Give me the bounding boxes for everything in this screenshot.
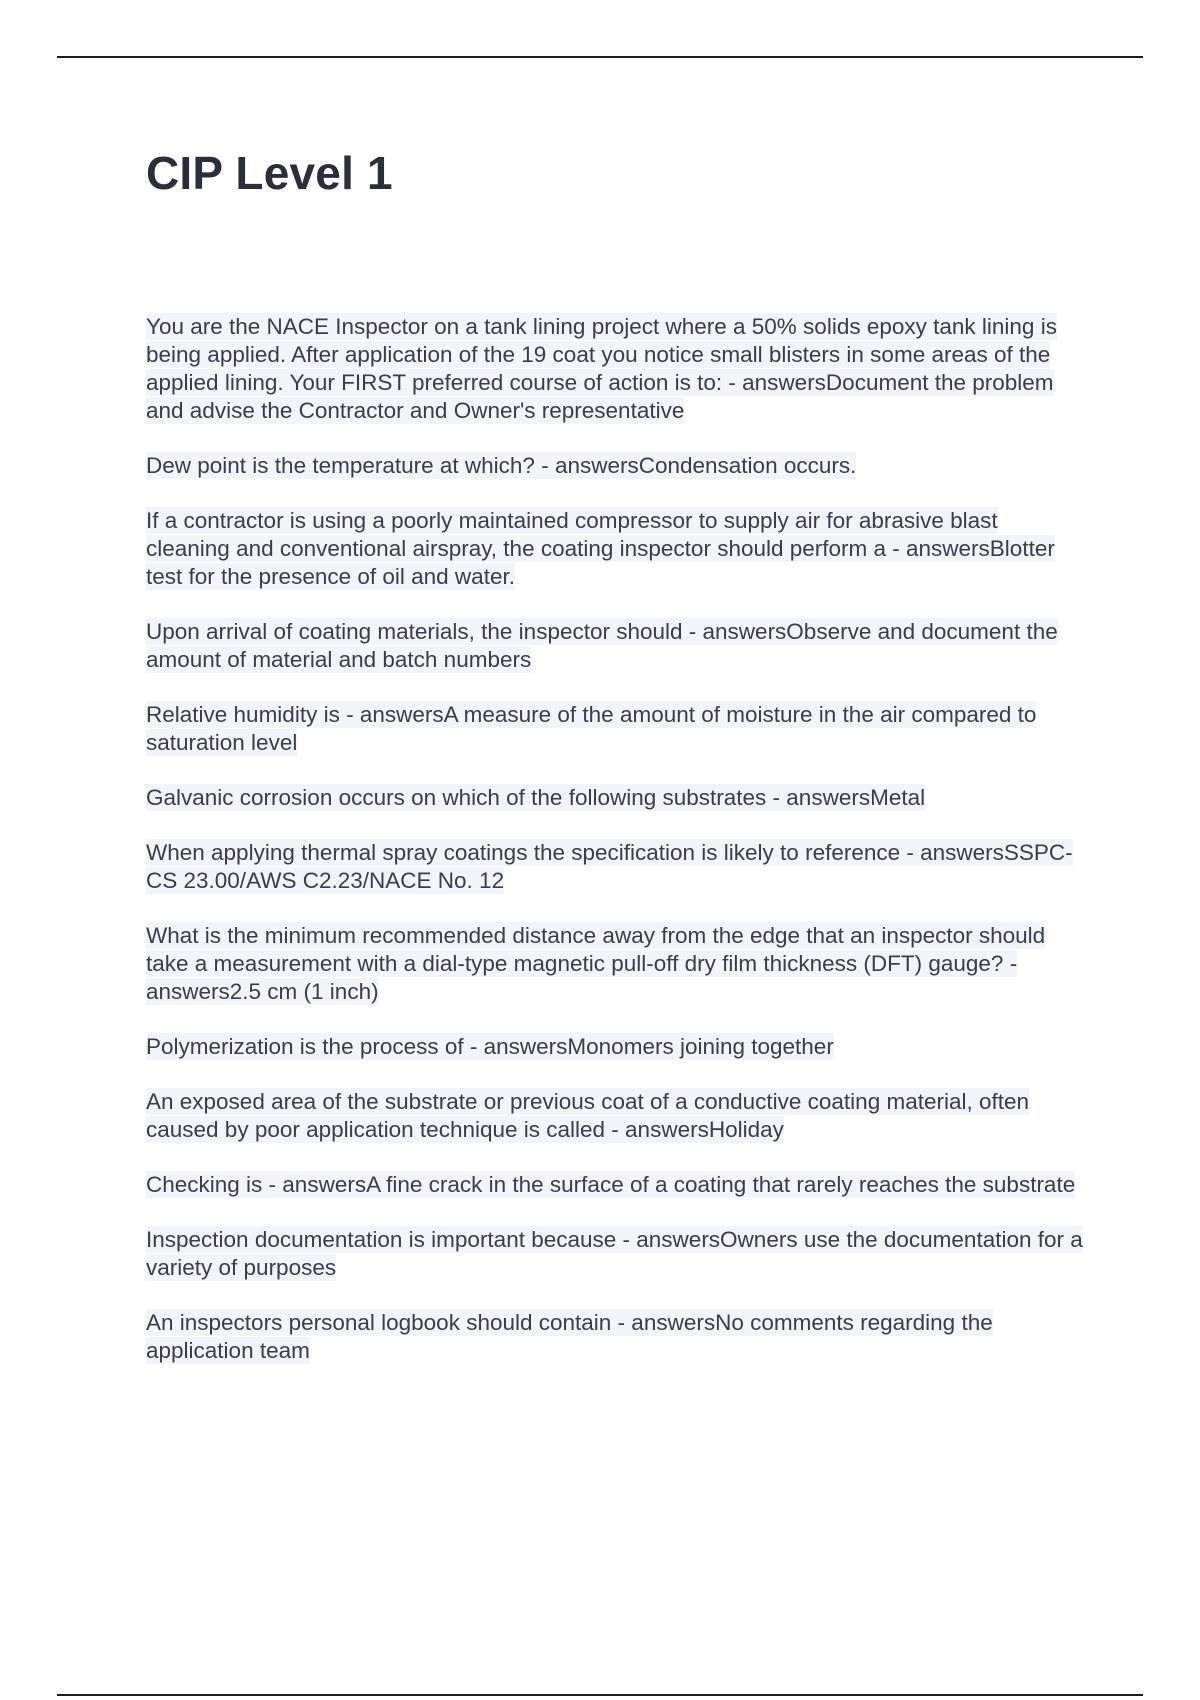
footer-rule: [57, 1694, 1143, 1696]
qa-item: [146, 1033, 1086, 1061]
qa-item: [146, 1309, 1086, 1365]
qa-text: Dew point is the temperature at which? - answersCondensation occurs.: [146, 453, 857, 478]
qa-text: An inspectors personal logbook should contain - answersNo comments regarding the application team: [146, 1310, 993, 1363]
qa-text: Relative humidity is - answersA measure of the amount of moisture in the air compared to saturation level: [146, 702, 1037, 755]
qa-item: [146, 452, 1086, 480]
qa-item: [146, 784, 1086, 812]
qa-item: [146, 313, 1086, 425]
qa-item: [146, 701, 1086, 757]
qa-item: [146, 839, 1086, 895]
qa-item: [146, 922, 1086, 1006]
qa-item: [146, 618, 1086, 674]
qa-text: Polymerization is the process of - answersMonomers joining together: [146, 1034, 834, 1059]
question-answer-list: [146, 313, 1086, 1392]
qa-item: [146, 1226, 1086, 1282]
qa-text: Checking is - answersA fine crack in the surface of a coating that rarely reaches the substrate: [146, 1172, 1076, 1197]
qa-item: [146, 1171, 1086, 1199]
qa-text: Galvanic corrosion occurs on which of the following substrates - answersMetal: [146, 785, 926, 810]
qa-item: [146, 507, 1086, 591]
qa-text: You are the NACE Inspector on a tank lining project where a 50% solids epoxy tank lining is being applied. After application of the 19 coat you notice small blisters in some areas of the applied lining. Your FIRST preferred course of action is to: - answersDocument the problem and advise the Contractor and Owner's representative: [146, 314, 1057, 423]
qa-item: [146, 1088, 1086, 1144]
qa-text: When applying thermal spray coatings the specification is likely to reference - answersSSPC-CS 23.00/AWS C2.23/NACE No. 12: [146, 840, 1073, 893]
header-rule: [57, 56, 1143, 58]
qa-text: An exposed area of the substrate or previous coat of a conductive coating material, often caused by poor application technique is called - answersHoliday: [146, 1089, 1030, 1142]
qa-text: Upon arrival of coating materials, the inspector should - answersObserve and document the amount of material and batch numbers: [146, 619, 1058, 672]
qa-text: Inspection documentation is important because - answersOwners use the documentation for a variety of purposes: [146, 1227, 1083, 1280]
qa-text: What is the minimum recommended distance away from the edge that an inspector should take a measurement with a dial-type magnetic pull-off dry film thickness (DFT) gauge? - answers2.5 cm (1 inch): [146, 923, 1046, 1004]
qa-text: If a contractor is using a poorly maintained compressor to supply air for abrasive blast cleaning and conventional airspray, the coating inspector should perform a - answersBlotter test for the presence of oil and water.: [146, 508, 1055, 589]
document-title: CIP Level 1: [146, 147, 393, 199]
